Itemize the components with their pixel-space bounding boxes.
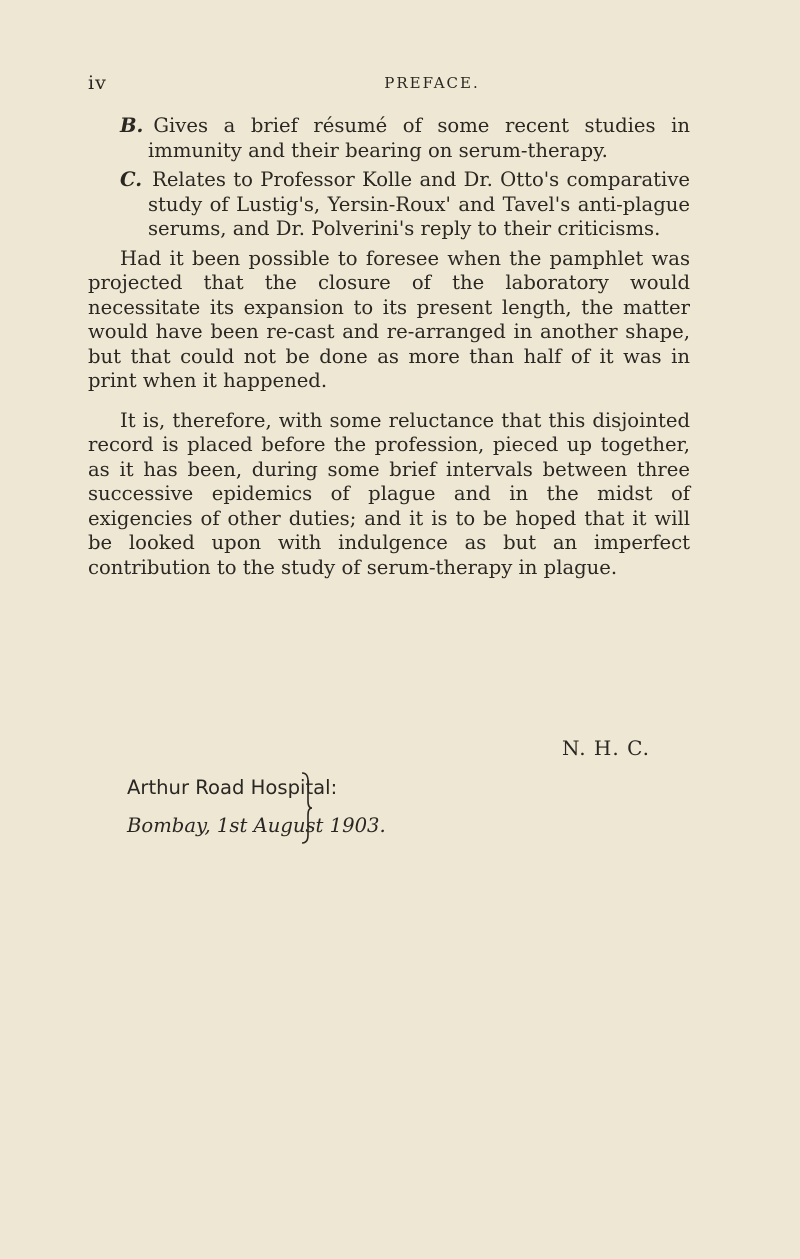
author-initials: N. H. C. [562,736,651,760]
item-letter: C. [120,168,143,191]
item-text: Gives a brief résumé of some recent studies in immunity and their bearing on serum-therapy. [148,114,690,162]
list-item-c [88,168,690,242]
paragraph: Had it been possible to foresee when the pamphlet was projected that the closure of the laboratory would necessitate its expansion to its present length, the matter would have been re-cast and re-arranged in another shape, but that could not be done as more than half of it was in print when it happened. [88,246,690,392]
right-brace-icon [300,769,314,847]
address-block [127,769,386,845]
paragraph: It is, therefore, with some reluctance that this disjointed record is placed before the profession, pieced up together, as it has been, during some brief intervals between three successive epidemics of plague and in the midst of exigencies of other duties; and it is to be hoped that it will be looked upon with indulgence as but an imperfect contribution to the study of serum-therapy in plague. [88,408,690,579]
list-item-b [88,114,690,163]
address-line: Arthur Road Hospital: [127,776,338,799]
running-head: PREFACE. [384,74,480,92]
item-text: Relates to Professor Kolle and Dr. Otto's comparative study of Lustig's, Yersin-Roux' and Tavel's anti-plague serums, and Dr. Polverini's reply to their criticisms. [148,168,690,240]
item-letter: B. [120,114,144,137]
page-header [88,72,768,102]
address-date-line: Bombay, 1st August 1903. [127,814,386,837]
page-body [88,114,690,595]
page-number: iv [88,72,107,94]
